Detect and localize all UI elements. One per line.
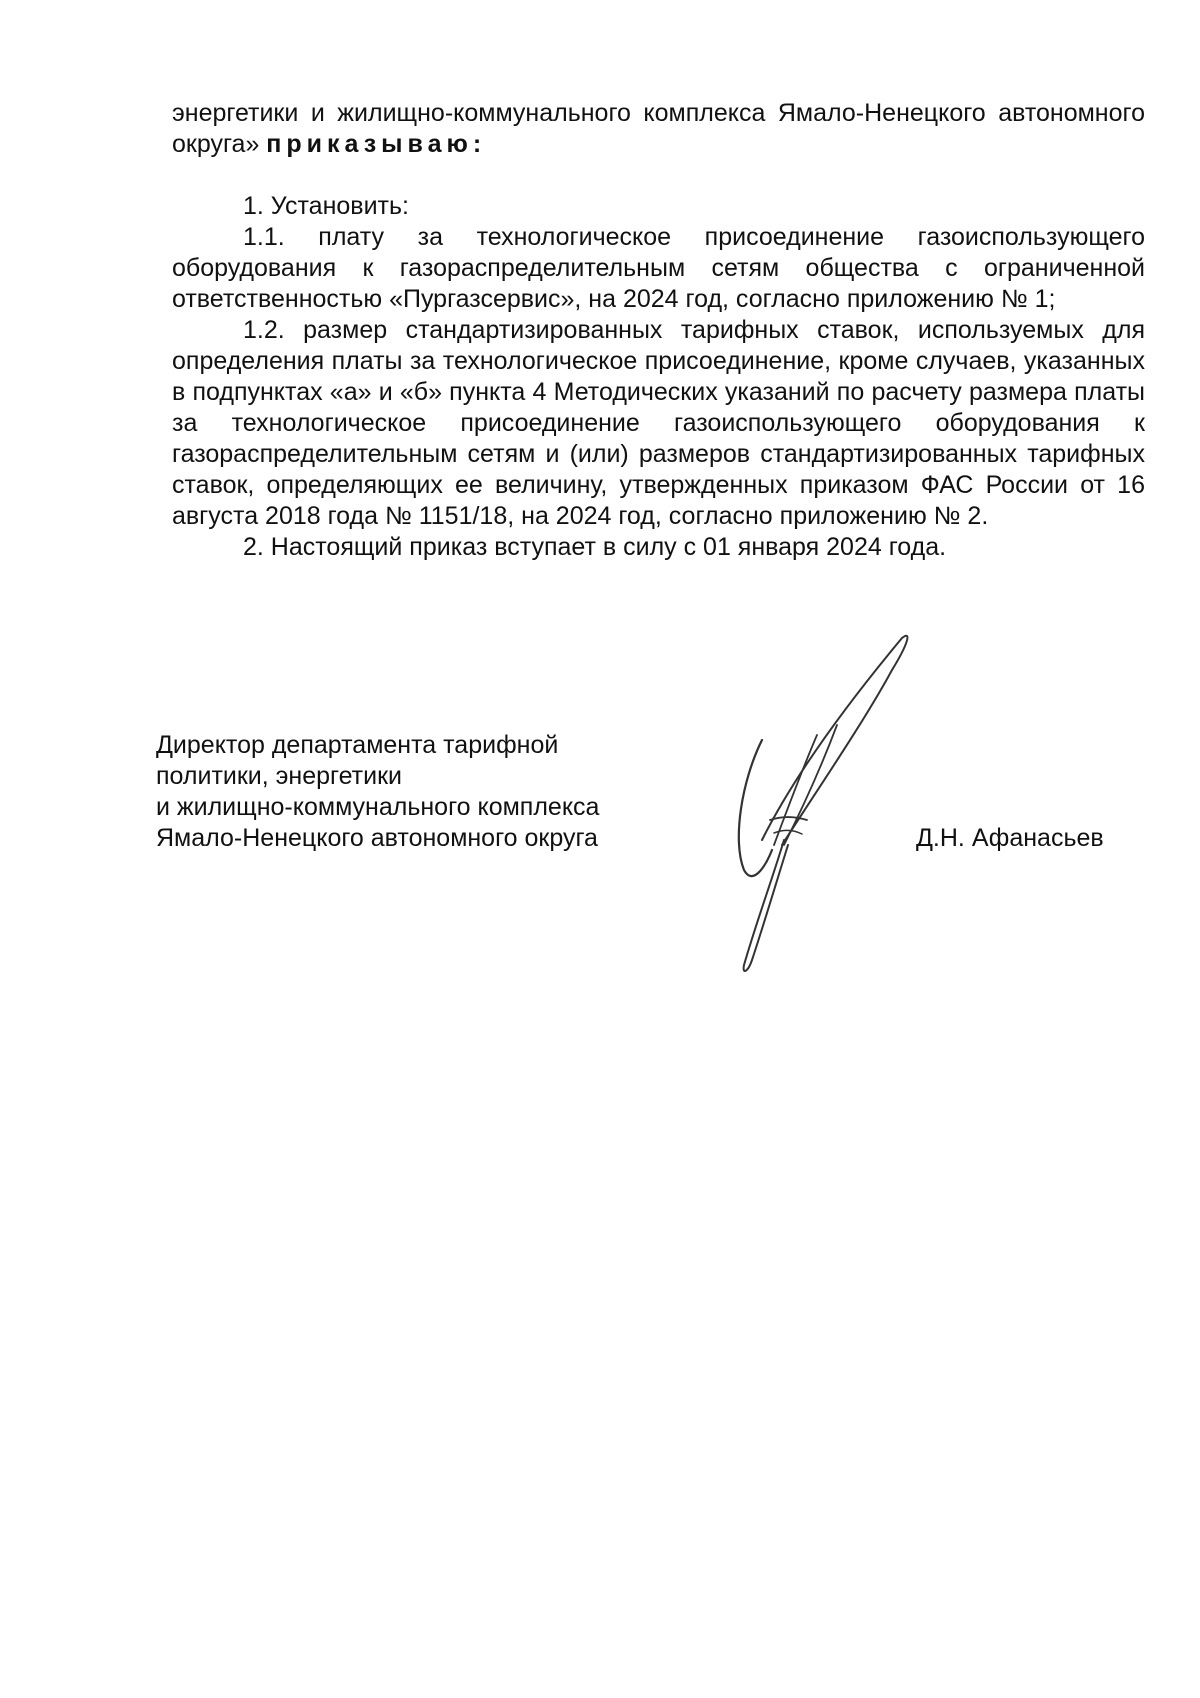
- signatory-title: [156, 730, 676, 854]
- intro-text: энергетики и жилищно-коммунального комплекса Ямало-Ненецкого автономного округа»: [172, 99, 1145, 158]
- item-2: 2. Настоящий приказ вступает в силу с 01 января 2024 года.: [243, 533, 947, 561]
- handwritten-signature: [722, 630, 952, 980]
- intro-paragraph: [172, 98, 1145, 160]
- signatory-name: Д.Н. Афанасьев: [916, 824, 1104, 852]
- order-word: приказываю:: [266, 130, 487, 158]
- order-body: [172, 98, 1145, 563]
- signatory-title-line: Директор департамента тарифной: [156, 731, 559, 759]
- signatory-title-line: Ямало-Ненецкого автономного округа: [156, 824, 598, 852]
- item-1-2: 1.2. размер стандартизированных тарифных ставок, используемых для определения платы за технологическое присоединение, кроме случаев, указанных в подпунктах «а» и «б» пункта 4 Методических указаний по расчету размера платы за технологическое присоединение газоиспользующего оборудования к газораспределительным сетям и (или) размеров стандартизированных тарифных ставок, определяющих ее величину, утвержденных приказом ФАС России от 16 августа 2018 года № 1151/18, на 2024 год, согласно приложению № 2.: [172, 316, 1145, 530]
- signatory-title-line: политики, энергетики: [156, 762, 402, 790]
- item-1: 1. Установить:: [243, 192, 409, 220]
- signatory-title-line: и жилищно-коммунального комплекса: [156, 793, 600, 821]
- item-1-1: 1.1. плату за технологическое присоединение газоиспользующего оборудования к газораспределительным сетям общества с ограниченной ответственностью «Пургазсервис», на 2024 год, согласно приложению № 1;: [172, 223, 1145, 313]
